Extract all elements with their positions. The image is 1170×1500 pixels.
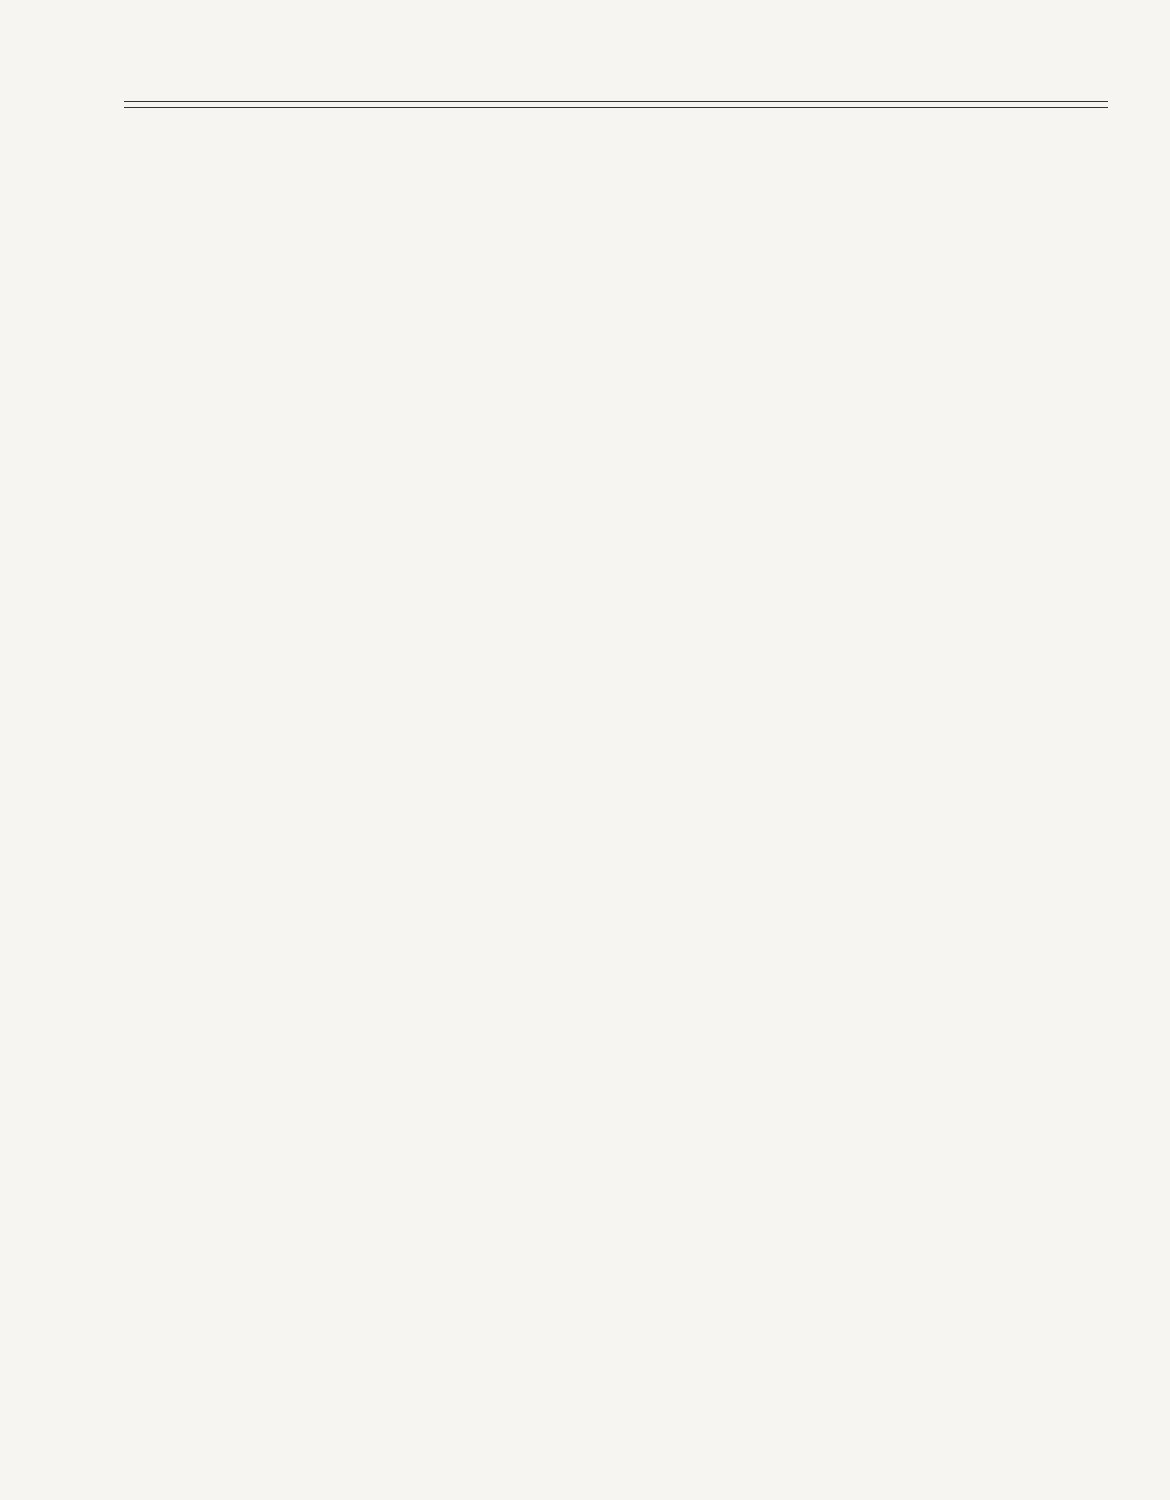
text-line <box>112 144 910 174</box>
text-line <box>112 228 910 258</box>
text-line <box>112 1152 910 1182</box>
text-line <box>112 1194 910 1224</box>
text-line <box>112 438 910 468</box>
text-line <box>112 942 910 972</box>
text-line <box>112 774 910 804</box>
text-line <box>112 858 910 888</box>
text-line <box>112 1404 910 1434</box>
text-line <box>112 522 910 552</box>
text-line <box>112 606 910 636</box>
text-line <box>112 480 910 510</box>
text-line <box>112 270 910 300</box>
text-line <box>112 690 910 720</box>
text-line <box>112 984 910 1014</box>
text-line <box>112 1236 910 1266</box>
text-line <box>112 354 910 384</box>
header-rule <box>124 101 1108 108</box>
text-line <box>112 816 910 846</box>
text-line <box>112 1068 910 1098</box>
text-line <box>112 1278 910 1308</box>
text-line <box>112 1026 910 1056</box>
text-line <box>112 396 910 426</box>
text-line <box>112 312 910 342</box>
running-header <box>112 90 1118 118</box>
text-line <box>112 648 910 678</box>
text-line <box>112 1110 910 1140</box>
text-line <box>160 186 910 216</box>
text-line <box>112 900 910 930</box>
text-line <box>112 732 910 762</box>
text-line <box>112 1362 910 1392</box>
text-line <box>112 1320 910 1350</box>
text-line <box>112 564 910 594</box>
